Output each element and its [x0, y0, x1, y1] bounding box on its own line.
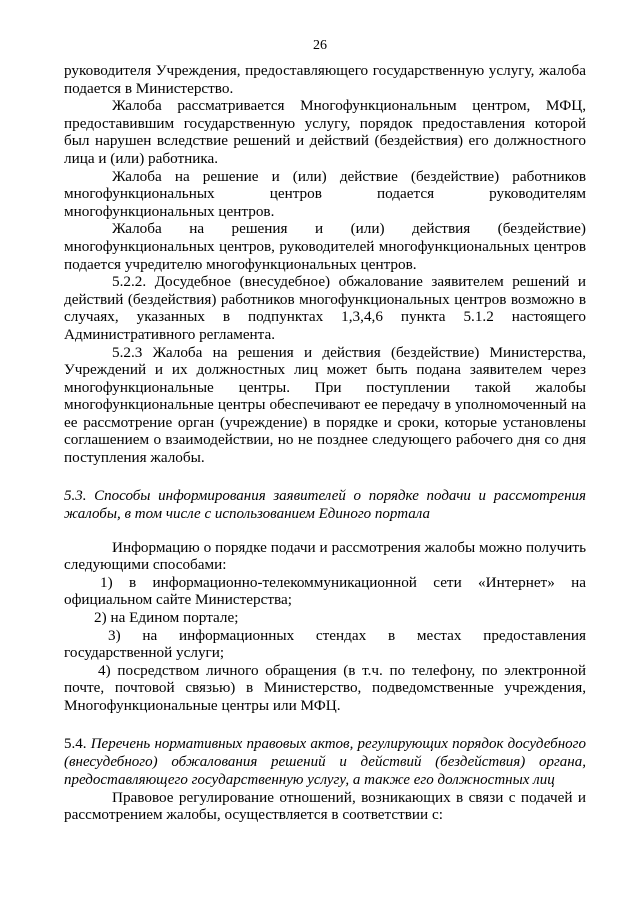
list-item: 4) посредством личного обращения (в т.ч. по телефону, по электронной почте, почтовой связью) в Министерство, подведомственные учреждения, Многофункциональные центры или МФЦ.: [64, 661, 586, 714]
info-methods-list: [64, 574, 586, 715]
section-heading-5-4: [64, 735, 586, 789]
paragraph: руководителя Учреждения, предоставляющего государственную услугу, жалоба подается в Министерство.: [64, 62, 586, 97]
paragraph: Правовое регулирование отношений, возникающих в связи с подачей и рассмотрением жалобы, осуществляется в соответствии с:: [64, 788, 586, 824]
paragraph: 5.2.2. Досудебное (внесудебное) обжалование заявителем решений и действий (бездействия) работников многофункциональных центров возможно в случаях, указанных в подпунктах 1,3,4,6 пункта 5.1.2 настоящего Административного регламента.: [64, 273, 586, 343]
list-item: 3) на информационных стендах в местах предоставления государственной услуги;: [64, 626, 586, 662]
paragraph: Жалоба на решение и (или) действие (бездействие) работников многофункциональных центров подается руководителям многофункциональных центров.: [64, 167, 586, 220]
section-title: Перечень нормативных правовых актов, регулирующих порядок досудебного (внесудебного) обжалования решений и действий (бездействия) органа, предоставляющего государственную услугу, а также его должностных лиц: [64, 735, 586, 788]
document-body: [64, 62, 586, 824]
paragraph: Жалоба рассматривается Многофункциональным центром, МФЦ, предоставившим государственную услугу, порядок предоставления которой был нарушен вследствие решений и действий (бездействия) его должностного лица и (или) работника.: [64, 97, 586, 167]
paragraph: Жалоба на решения и (или) действия (бездействие) многофункциональных центров, руководителей многофункциональных центров подается учредителю многофункциональных центров.: [64, 220, 586, 273]
list-item: 2) на Едином портале;: [94, 609, 239, 627]
page-number: 26: [313, 38, 327, 53]
paragraph: Информацию о порядке подачи и рассмотрения жалобы можно получить следующими способами:: [64, 538, 586, 574]
paragraph: 5.2.3 Жалоба на решения и действия (бездействие) Министерства, Учреждений и их должностных лиц может быть подана заявителем через многофункциональные центры. При поступлении такой жалобы многофункциональные центры обеспечивают ее передачу в уполномоченный на ее рассмотрение орган (учреждение) в порядке и сроки, которые установлены соглашением о взаимодействии, но не позднее следующего рабочего дня со дня поступления жалобы.: [64, 343, 586, 467]
section-heading-5-3: 5.3. Способы информирования заявителей о порядке подачи и рассмотрения жалобы, в том числе с использованием Единого портала: [64, 487, 586, 522]
section-number: 5.4.: [64, 735, 87, 752]
list-item: 1) в информационно-телекоммуникационной сети «Интернет» на официальном сайте Министерства;: [64, 573, 586, 609]
